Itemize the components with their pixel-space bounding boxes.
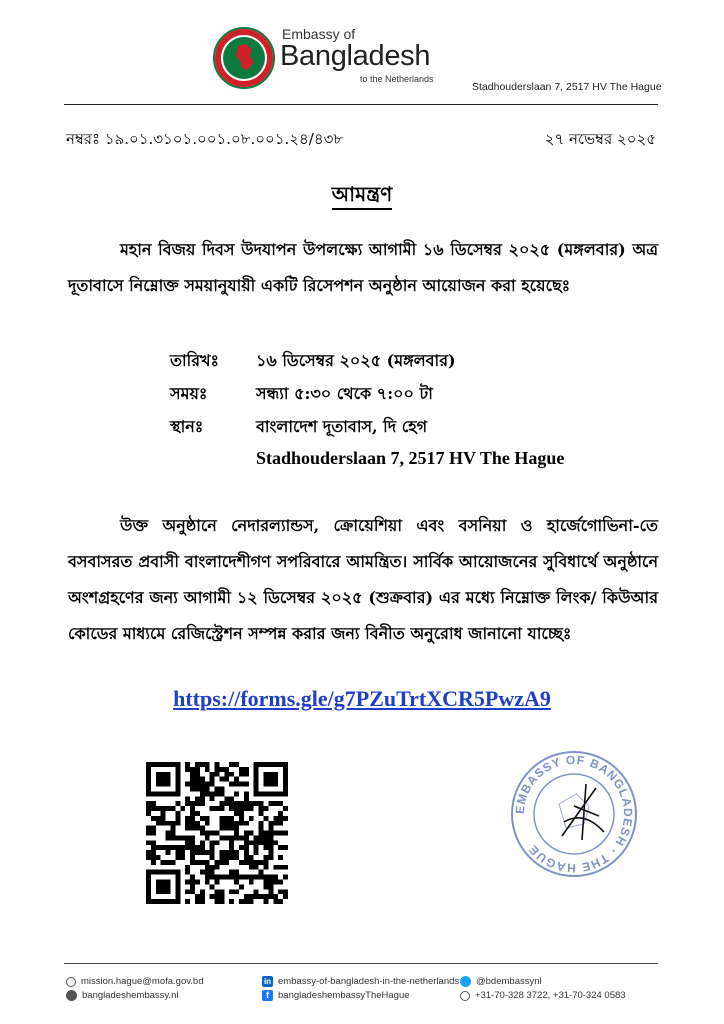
email-text[interactable]: mission.hague@mofa.gov.bd (81, 976, 204, 987)
registration-link[interactable]: https://forms.gle/g7PZuTrtXCR5PwzA9 (173, 686, 551, 711)
letter-title (0, 180, 724, 213)
footer-linkedin (262, 976, 459, 987)
footer-email (66, 976, 203, 987)
venue-value: বাংলাদেশ দূতাবাস, দি হেগ (256, 417, 428, 436)
date-value: ১৬ ডিসেম্বর ২০২৫ (মঙ্গলবার) (256, 351, 456, 370)
to-the-netherlands-text: to the Netherlands (360, 74, 434, 84)
registration-paragraph: উক্ত অনুষ্ঠানে নেদারল্যান্ডস, ক্রোয়েশিয়া এবং বসনিয়া ও হার্জেগোভিনা-তে বসবাসরত প্রবাসী বাংলাদেশীগণ সপরিবারে আমন্ত্রিত। সার্বিক আয়োজনের সুবিধার্থে অনুষ্ঠানে অংশগ্রহণের জন্য আগামী ১২ ডিসেম্বর ২০২৫ (শুক্রবার) এর মধ্যে নিম্নোক্ত লিংক/ কিউআর কোডের মাধ্যমে রেজিস্ট্রেশন সম্পন্ন করার জন্য বিনীত অনুরোধ জানানো যাচ্ছেঃ (68, 516, 658, 643)
footer-twitter (460, 976, 542, 987)
time-label: সময়ঃ (170, 384, 208, 403)
bangladesh-text: Bangladesh (280, 40, 431, 72)
venue-address-en: Stadhouderslaan 7, 2517 HV The Hague (256, 448, 565, 468)
twitter-icon (460, 976, 471, 987)
footer-facebook (262, 990, 410, 1001)
embassy-of-text: Embassy of (282, 26, 356, 42)
header-address: Stadhouderslaan 7, 2517 HV The Hague (472, 81, 662, 93)
linkedin-icon: in (263, 977, 272, 986)
venue-label: স্থানঃ (170, 417, 204, 436)
facebook-text[interactable]: bangladeshembassyTheHague (278, 990, 410, 1001)
date-label: তারিখঃ (170, 351, 220, 370)
reference-number: নম্বরঃ ১৯.০১.৩১০১.০০১.০৮.০০১.২৪/৪৩৮ (66, 130, 344, 148)
email-icon (66, 977, 76, 987)
website-text[interactable]: bangladeshembassy.nl (82, 990, 179, 1001)
registration-qr-code (146, 762, 288, 904)
globe-icon (66, 990, 77, 1001)
phone-text: +31-70-328 3722, +31-70-324 0583 (475, 990, 626, 1001)
twitter-text[interactable]: @bdembassynl (476, 976, 542, 987)
footer-website (66, 990, 178, 1001)
time-value: সন্ধ্যা ৫:৩০ থেকে ৭:০০ টা (256, 384, 433, 403)
svg-text:EMBASSY OF BANGLADESH · THE HA (513, 753, 635, 875)
signature (562, 784, 604, 840)
footer-divider (64, 963, 658, 964)
footer-phone (460, 990, 626, 1001)
embassy-logo (212, 26, 276, 90)
seal-text: EMBASSY OF BANGLADESH · THE HAGUE (512, 752, 636, 876)
facebook-icon: f (262, 990, 273, 1001)
linkedin-text[interactable]: embassy-of-bangladesh-in-the-netherlands (278, 976, 460, 987)
embassy-seal (504, 744, 644, 884)
intro-paragraph: মহান বিজয় দিবস উদযাপন উপলক্ষ্যে আগামী ১৬ ডিসেম্বর ২০২৫ (মঙ্গলবার) অত্র দূতাবাসে নিম্নোক্ত সময়ানুযায়ী একটি রিসেপশন অনুষ্ঠান আয়োজন করা হয়েছেঃ (68, 240, 658, 295)
letter-date: ২৭ নভেম্বর ২০২৫ (544, 130, 656, 148)
title-text: আমন্ত্রণ (332, 182, 392, 210)
header-divider (64, 104, 658, 105)
phone-icon (460, 991, 470, 1001)
